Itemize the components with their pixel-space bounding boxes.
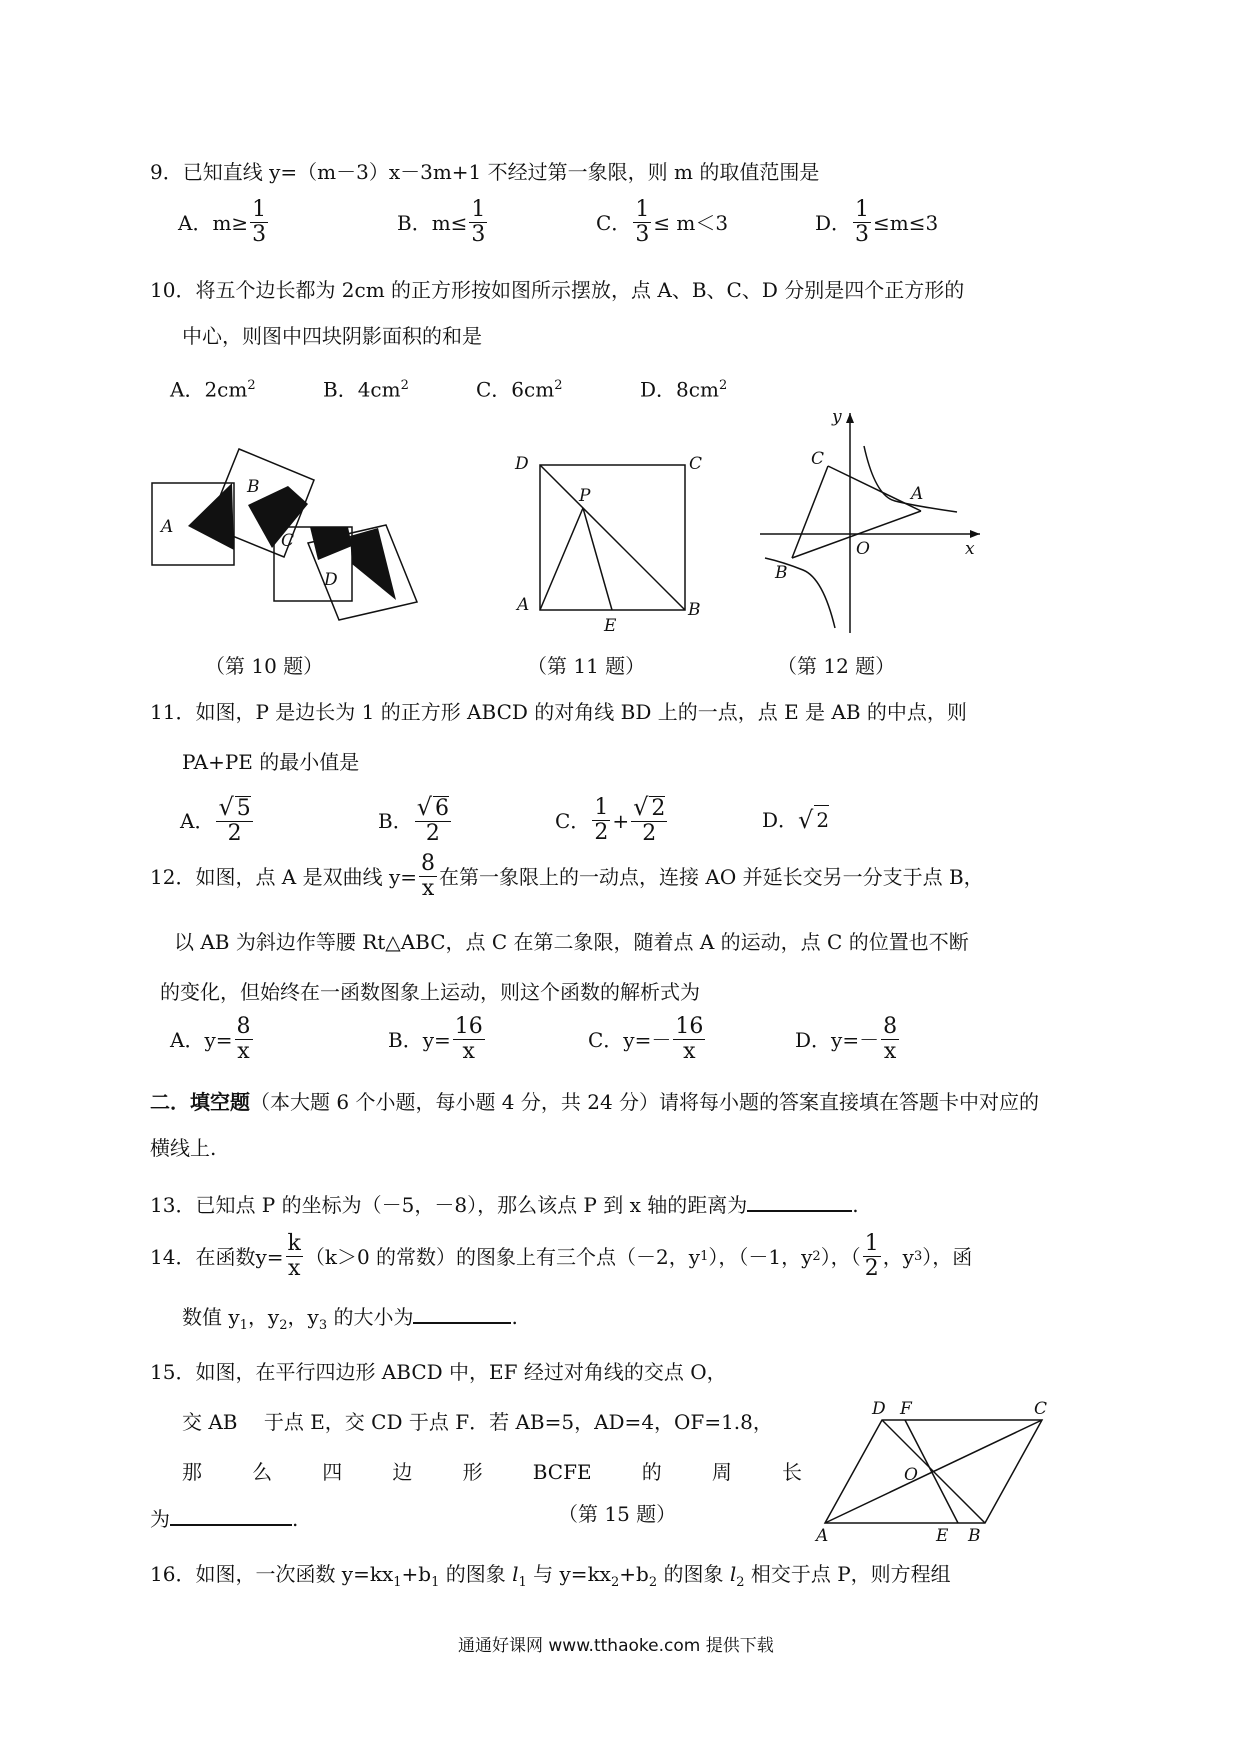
q14-stem-line1: 14．在函数 y= $\frac{k}{x}$ （k＞0 的常数）的图象上有三个点（－2，y 1 ），（－1，y 2 ），（ $\frac{1}{2}$ ，y 3 ），函 [150, 1231, 973, 1281]
label-b: B [968, 1526, 981, 1545]
shade-d [350, 528, 396, 600]
q14-stem-line2: 数值 $y_1$，$y_2$，$y_3$ 的大小为 . [182, 1302, 518, 1340]
label-d: D [872, 1399, 886, 1419]
q11-stem-line1: 11．如图，P 是边长为 1 的正方形 ABCD 的对角线 BD 上的一点，点 E 是 AB 的中点，则 [150, 700, 967, 724]
page-footer: 通通好课网 www.tthaoke.com 提供下载 [458, 1636, 774, 1656]
q12-option-a: A．y= $\frac{8}{x}$ [170, 1014, 251, 1064]
q9-c-frac: $\frac{1}{3}$ [635, 197, 650, 247]
label-o: O [904, 1465, 918, 1485]
label-x: x [965, 539, 975, 559]
q9-a-label: A．m≥ [178, 210, 249, 235]
q15-answer-blank [170, 1504, 292, 1526]
label-y: y [832, 408, 842, 427]
label-a: A [517, 595, 530, 615]
q10-option-d: D．$8cm^2$ [640, 377, 728, 402]
figure-15-parallelogram [810, 1395, 1060, 1545]
q9-option-d [815, 198, 938, 247]
label-e: E [604, 616, 617, 636]
q13-stem: 13．已知点 P 的坐标为（－5，－8），那么该点 P 到 x 轴的距离为 . [150, 1190, 859, 1219]
shade-a [188, 483, 234, 550]
caption-11: （第 11 题） [527, 654, 646, 678]
q16-stem: 16．如图，一次函数 $y=kx_1+b_1$ 的图象 $l_1$ 与 $y=kx_2+b_2$ 的图象 $l_2$ 相交于点 P，则方程组 [150, 1562, 951, 1590]
q9-d-frac: $\frac{1}{3}$ [855, 197, 870, 247]
label-b: B [688, 600, 701, 620]
label-a: A [911, 484, 924, 504]
label-d: D [324, 570, 338, 590]
q10-stem-line1: 10．将五个边长都为 2cm 的正方形按如图所示摆放，点 A、B、C、D 分别是四个正方形的 [150, 278, 965, 302]
q14-answer-blank [413, 1302, 511, 1324]
q15-stem-line1: 15．如图，在平行四边形 ABCD 中，EF 经过对角线的交点 O， [150, 1360, 727, 1384]
label-a: A [816, 1526, 829, 1545]
q9-d-tail: ≤m≤3 [873, 210, 939, 235]
label-b: B [247, 477, 260, 497]
q12-stem-line1: 12．如图，点 A 是双曲线 y= $\frac{8}{x}$ 在第一象限上的一动点，连接 AO 并延长交另一分支于点 B， [150, 851, 984, 901]
figure-11-square [505, 445, 715, 640]
q9-c-label: C． [596, 210, 632, 235]
q9-c-tail: ≤ m＜3 [653, 210, 729, 235]
section-2-heading: 二．填空题（本大题 6 个小题，每小题 4 分，共 24 分）请将每小题的答案直接填在答题卡中对应的 [150, 1090, 1040, 1114]
label-c: C [689, 454, 703, 474]
q12-option-c: C．y=－ $\frac{16}{x}$ [588, 1014, 704, 1064]
label-d: D [515, 454, 529, 474]
q13-answer-blank [747, 1190, 852, 1212]
label-o: O [856, 539, 870, 559]
q11-stem-line2: PA+PE 的最小值是 [182, 750, 360, 774]
caption-12: （第 12 题） [777, 654, 896, 678]
caption-10: （第 10 题） [205, 654, 324, 678]
label-e: E [936, 1526, 949, 1545]
q12-option-b: B．y= $\frac{16}{x}$ [388, 1014, 483, 1064]
q10-option-a: A．$2cm^2$ [170, 377, 256, 402]
label-b: B [775, 563, 788, 583]
q10-option-c: C．$6cm^2$ [476, 377, 563, 402]
q10-option-b: B．$4cm^2$ [323, 377, 409, 402]
label-c: C [1034, 1399, 1048, 1419]
q11-option-c: C． $\frac{1}{2}$ + $\frac{√ 2}{2}$ [555, 793, 666, 846]
q15-stem-line3: 那 么 四 边 形 BCFE 的 周 长 [182, 1460, 802, 1484]
q12-stem-line3: 的变化，但始终在一函数图象上运动，则这个函数的解析式为 [160, 980, 700, 1004]
caption-15: （第 15 题） [558, 1502, 677, 1526]
q12-stem-line2: 以 AB 为斜边作等腰 Rt△ABC，点 C 在第二象限，随着点 A 的运动，点 C 的位置也不断 [174, 930, 969, 954]
q9-option-b [397, 198, 489, 247]
q15-stem-line2: 交 AB 于点 E，交 CD 于点 F．若 AB=5，AD=4，OF=1.8， [182, 1410, 773, 1434]
label-a: A [161, 517, 174, 537]
figure-12-hyperbola [755, 408, 990, 640]
q10-stem-line2: 中心，则图中四块阴影面积的和是 [182, 324, 482, 348]
q9-b-label: B．m≤ [397, 210, 468, 235]
q11-option-b: B． $\frac{√ 6}{2}$ [378, 793, 449, 846]
q11-option-a: A． $\frac{√ 5}{2}$ [180, 793, 251, 846]
q9-b-frac: $\frac{1}{3}$ [471, 197, 486, 247]
q9-option-a [178, 198, 270, 247]
q9-a-frac: $\frac{1}{3}$ [252, 197, 267, 247]
q9-stem: 9．已知直线 y=（m－3）x－3m+1 不经过第一象限，则 m 的取值范围是 [150, 160, 820, 184]
q9-option-c [596, 198, 728, 247]
q12-option-d: D．y=－ $\frac{8}{x}$ [795, 1014, 898, 1064]
section-2-heading-line2: 横线上. [150, 1136, 217, 1160]
figure-10-squares [140, 440, 480, 640]
label-c: C [811, 449, 825, 469]
label-p: P [579, 486, 591, 506]
q11-option-d: D． √ 2 [762, 805, 830, 834]
label-f: F [900, 1399, 912, 1419]
q9-d-label: D． [815, 210, 852, 235]
shade-c [310, 527, 352, 560]
q15-stem-line4: 为 . [150, 1504, 298, 1533]
label-c: C [281, 531, 295, 551]
